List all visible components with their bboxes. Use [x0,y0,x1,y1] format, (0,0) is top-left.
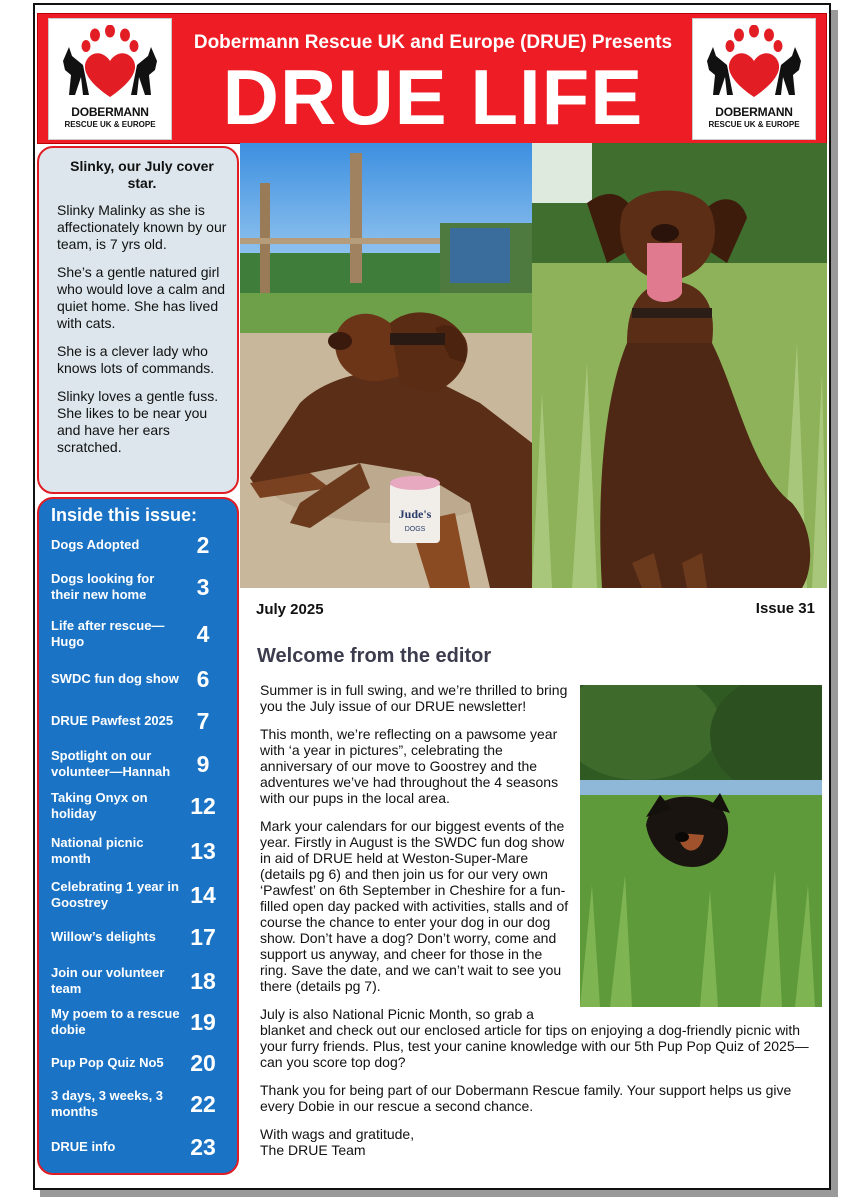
editor-signature: The DRUE Team [260,1142,366,1158]
dogs-heart-logo-icon [699,25,809,101]
toc-page-number: 19 [190,1008,216,1035]
cover-star-paragraph: Slinky Malinky as she is affectionately known by our team, is 7 yrs old. [57,202,227,252]
toc-item [51,1127,231,1167]
editor-article [260,682,820,1158]
editor-heading: Welcome from the editor [257,645,492,667]
cover-star-paragraph: Slinky loves a gentle fuss. She likes to be near you and have her ears scratched. [57,388,219,455]
dog-lying-photo-icon [240,143,532,588]
toc-page-number: 22 [190,1090,216,1117]
toc-page-number: 9 [196,750,210,777]
toc-label: Pup Pop Quiz No5 [51,1055,164,1070]
toc-label: Join our volunteer team [51,965,165,996]
editor-paragraph: This month, we’re reflecting on a pawsome year with ‘a year in pictures”, celebrating the anniversary of our move to Goostrey and the adventures we’ve had throughout the 4 seasons with our pups in the local area. [260,726,559,806]
logo-subtitle: RESCUE UK & EUROPE [708,120,800,129]
toc-label: Spotlight on our volunteer—Hannah [51,748,171,779]
logo-name: DOBERMANN [71,105,149,119]
toc-item [51,917,231,957]
drue-logo-left [48,18,172,140]
issue-date: July 2025 [256,601,324,618]
cover-star-box [37,146,239,494]
editor-paragraph: Mark your calendars for our biggest events of the year. Firstly in August is the SWDC fun dog show in aid of DRUE held at Weston-Super-Mare (details pg 6) and then join us for our very own ‘Pawfest’ on 6th September in Cheshire for a fun-filled open day packed with activities, stalls and of course the chance to enter your dog in our dog show. Don’t have a dog? Don’t worry, come and support us anyway, and cheer for those in the ring. Save the date, and we can’t wait to see you there (details pg 7). [260,818,569,994]
editor-signoff-line: With wags and gratitude, [260,1126,415,1142]
editor-paragraph: Thank you for being part of our Dobermann Rescue family. Your support helps us give every Dobie in our rescue a second chance. [260,1082,792,1114]
editor-paragraph: July is also National Picnic Month, so grab a blanket and check out our enclosed article for tips on enjoying a dog-friendly picnic with your furry friends. Plus, test your canine knowledge with our 5th Pup Pop Quiz of 2025—can you score top dog? [260,1006,809,1070]
pot-brand-text: Jude's [398,507,432,521]
toc-page-number: 12 [190,792,216,819]
photo-slinky-lying [240,143,532,588]
photo-slinky-sitting [532,143,827,588]
toc-item [51,659,231,699]
toc-item [51,744,231,784]
toc-label: Willow’s delights [51,929,156,944]
toc-label: DRUE info [51,1139,116,1154]
inside-title: Inside this issue: [51,505,198,525]
editor-paragraph: Summer is in full swing, and we’re thrilled to bring you the July issue of our DRUE newsletter! [260,682,568,714]
toc-label: Dogs looking for their new home [51,571,155,602]
toc-item [51,1084,231,1124]
toc-label: SWDC fun dog show [51,671,179,686]
toc-page-number: 3 [196,573,210,600]
toc-page-number: 14 [190,881,216,908]
toc-item [51,786,231,826]
cover-star-title: Slinky, our July cover star. [70,158,214,191]
toc-page-number: 20 [190,1049,216,1076]
toc-label: Celebrating 1 year in Goostrey [51,879,179,910]
toc-page-number: 2 [196,531,210,558]
toc-page-number: 18 [190,967,216,994]
toc-item [51,1002,231,1042]
toc-page-number: 6 [196,665,210,692]
issue-number: Issue 31 [755,600,815,617]
toc-label: Life after rescue—Hugo [51,618,165,649]
toc-label: 3 days, 3 weeks, 3 months [51,1088,164,1119]
toc-item [51,1043,231,1083]
toc-label: National picnic month [51,835,144,866]
cover-star-paragraph: She is a clever lady who knows lots of commands. [57,343,215,376]
masthead-banner [37,13,827,144]
toc-page-number: 17 [190,923,216,950]
toc-item [51,525,231,565]
presents-line: Dobermann Rescue UK and Europe (DRUE) Presents [193,32,673,53]
toc-item [51,567,231,607]
toc-label: DRUE Pawfest 2025 [51,713,174,728]
pot-sub-text: DOGS [404,526,426,533]
dog-sitting-photo-icon [532,143,827,588]
toc-label: Taking Onyx on holiday [51,790,148,821]
photo-dog-in-grass [580,685,822,1007]
newsletter-title: DRUE LIFE [222,53,644,141]
dogs-heart-logo-icon [55,25,165,101]
toc-item [51,961,231,1001]
toc-item [51,701,231,741]
dog-in-long-grass-photo-icon [580,685,822,1007]
newsletter-page [33,3,831,1190]
toc-item [51,875,231,915]
toc-item [51,831,231,871]
toc-page-number: 13 [190,837,216,864]
cover-star-paragraph: She’s a gentle natured girl who would love a calm and quiet home. She has lived with cats. [57,264,226,331]
toc-page-number: 23 [190,1133,216,1160]
toc-label: Dogs Adopted [51,537,140,552]
logo-name: DOBERMANN [715,105,793,119]
toc-page-number: 4 [196,620,210,647]
toc-item [51,614,231,654]
inside-this-issue-box [37,497,239,1175]
toc-page-number: 7 [196,707,210,734]
toc-label: My poem to a rescue dobie [51,1006,180,1037]
logo-subtitle: RESCUE UK & EUROPE [64,120,156,129]
drue-logo-right [692,18,816,140]
